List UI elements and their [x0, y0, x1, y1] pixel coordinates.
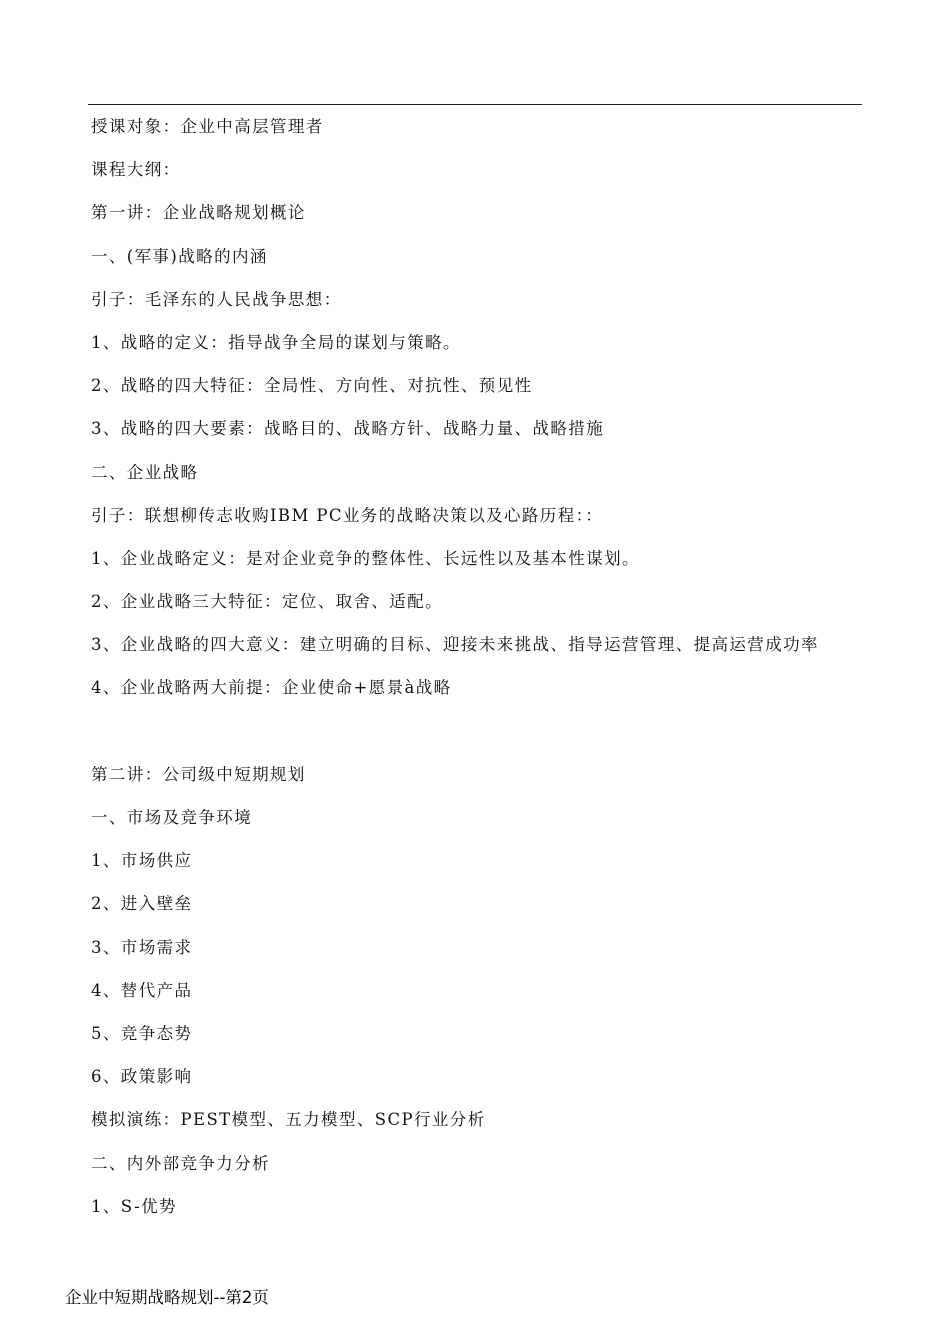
text-line: 第二讲：公司级中短期规划: [91, 764, 306, 784]
text-line: 4、企业战略两大前提：企业使命+愿景à战略: [91, 678, 452, 698]
text-line: 二、内外部竞争力分析: [91, 1153, 270, 1173]
text-line: 1、市场供应: [91, 851, 193, 871]
text-line: 1、企业战略定义：是对企业竞争的整体性、长远性以及基本性谋划。: [91, 548, 640, 568]
header-rule: [88, 104, 862, 105]
text-line: 2、战略的四大特征：全局性、方向性、对抗性、预见性: [91, 376, 533, 396]
text-line: 1、S-优势: [91, 1196, 177, 1216]
text-line: 一、(军事)战略的内涵: [91, 246, 268, 266]
text-line: 4、替代产品: [91, 980, 193, 1000]
text-line: 引子：毛泽东的人民战争思想：: [91, 289, 342, 309]
text-line: 3、市场需求: [91, 937, 193, 957]
blank-line: [91, 715, 891, 758]
text-line: 第一讲：企业战略规划概论: [91, 203, 306, 223]
text-line: 二、企业战略: [91, 462, 199, 482]
text-line: 2、企业战略三大特征：定位、取舍、适配。: [91, 592, 443, 612]
text-line: 模拟演练：PEST模型、五力模型、SCP行业分析: [91, 1110, 486, 1130]
page-footer: 企业中短期战略规划--第2页: [65, 1288, 269, 1307]
text-line: 2、进入壁垒: [91, 894, 193, 914]
text-line: 一、市场及竞争环境: [91, 808, 253, 827]
text-line: 引子：联想柳传志收购IBM PC业务的战略决策以及心路历程：：: [91, 505, 604, 525]
text-line: 3、企业战略的四大意义：建立明确的目标、迎接未来挑战、指导运营管理、提高运营成功率: [91, 635, 819, 655]
document-body: [91, 110, 891, 1233]
text-line: 5、竞争态势: [91, 1023, 193, 1043]
text-line: 3、战略的四大要素：战略目的、战略方针、战略力量、战略措施: [91, 419, 605, 439]
text-line: 授课对象：企业中高层管理者: [91, 117, 324, 136]
text-line: 1、战略的定义：指导战争全局的谋划与策略。: [91, 332, 461, 352]
text-line: 6、政策影响: [91, 1067, 193, 1087]
text-line: 课程大纲：: [91, 160, 181, 180]
